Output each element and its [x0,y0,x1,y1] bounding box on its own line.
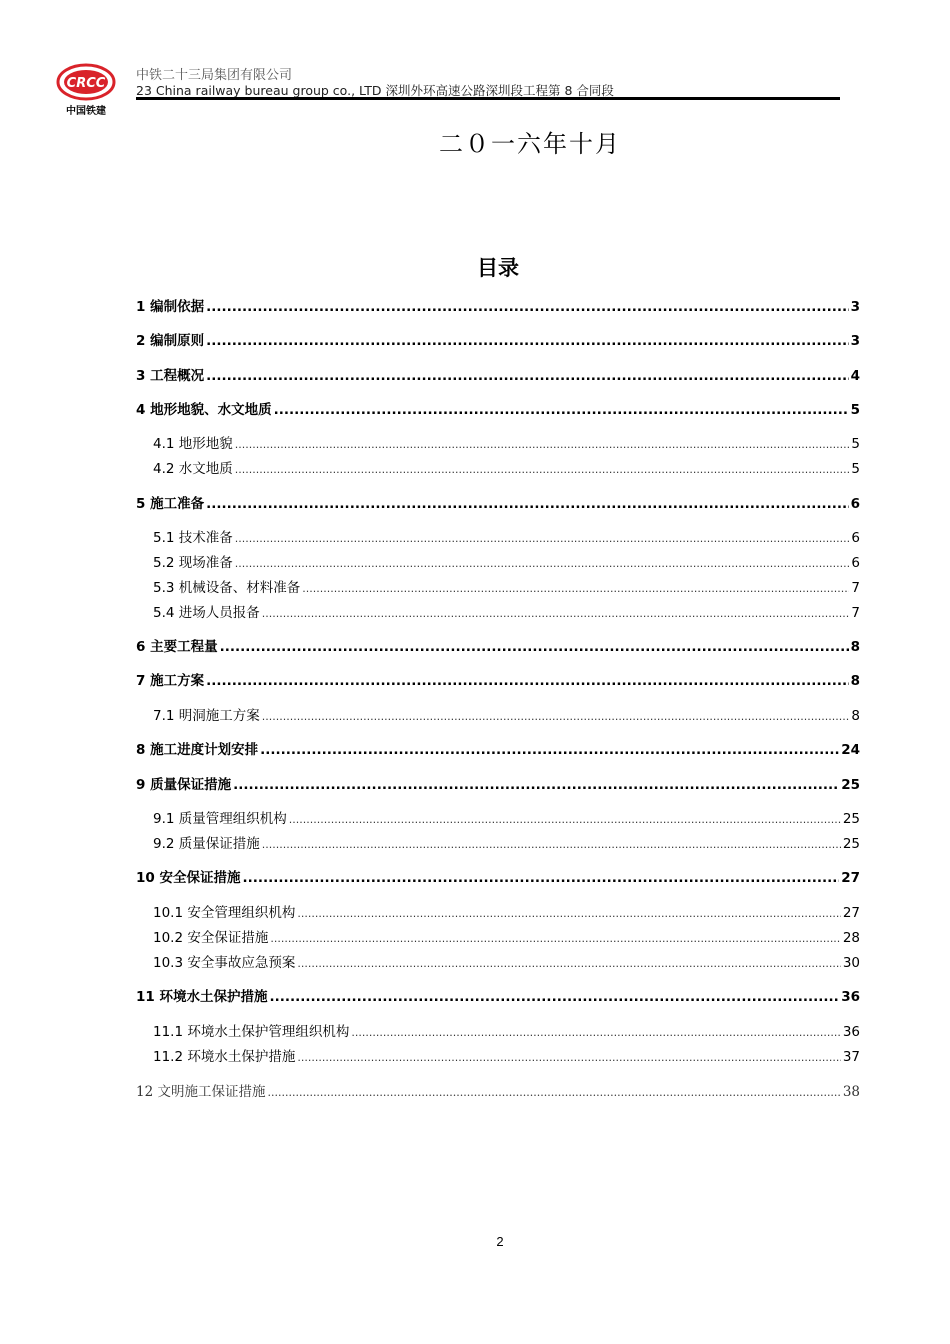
toc-entry-page: 5 [850,402,860,418]
toc-entry-page: 3 [850,333,860,349]
toc-subentry[interactable] [136,704,860,724]
toc-entry-label: 10.2 安全保证措施 [153,930,269,946]
toc-entry-page: 6 [851,530,860,546]
toc-leader [297,957,840,970]
toc-entry-page: 37 [842,1049,860,1065]
toc-entry[interactable] [136,1080,860,1100]
toc-subentry[interactable] [136,807,860,827]
toc-leader [297,907,840,920]
toc-leader [220,639,849,655]
crcc-logo [52,62,124,116]
page-header [50,60,850,120]
toc-entry-page: 8 [850,639,860,655]
toc-entry-page: 6 [850,496,860,512]
company-name-en: 23 China railway bureau group co., LTD 深圳外环高速公路深圳段工程第 8 合同段 [136,83,614,98]
toc-entry-label: 4.2 水文地质 [153,461,233,477]
toc-entry[interactable] [136,329,860,349]
toc-entry-label: 10.3 安全事故应急预案 [153,955,296,971]
toc-subentry[interactable] [136,951,860,971]
toc-entry-page: 36 [842,1024,860,1040]
toc-entry-page: 28 [842,930,860,946]
toc-entry[interactable] [136,985,860,1005]
toc-entry-label: 5.2 现场准备 [153,555,233,571]
toc-entry-label: 8 施工进度计划安排 [136,742,259,758]
toc-entry[interactable] [136,738,860,758]
toc-entry-page: 27 [841,870,860,886]
toc-title: 目录 [477,256,519,280]
toc-entry-label: 7.1 明洞施工方案 [153,708,260,724]
toc-subentry[interactable] [136,1045,860,1065]
toc-entry-label: 11 环境水土保护措施 [136,989,268,1005]
toc-entry-page: 38 [842,1084,860,1100]
toc-entry-label: 5.3 机械设备、材料准备 [153,580,301,596]
toc-entry-page: 24 [841,742,860,758]
toc-entry-label: 3 工程概况 [136,368,205,384]
logo-text-top: CRCC [66,76,106,91]
toc-entry-page: 30 [842,955,860,971]
toc-leader [262,838,841,851]
toc-leader [262,607,850,620]
toc-leader [289,813,841,826]
toc-entry-label: 5.4 进场人员报备 [153,605,260,621]
toc-leader [206,496,849,512]
toc-leader [351,1026,840,1039]
toc-leader [233,777,839,793]
toc-leader [297,1051,840,1064]
toc-entry[interactable] [136,398,860,418]
toc-entry-page: 25 [842,811,860,827]
logo-text-bottom: 中国铁建 [66,106,106,116]
toc-entry-page: 6 [851,555,860,571]
toc-entry-label: 5 施工准备 [136,496,205,512]
header-divider [136,97,840,100]
toc-entry-page: 27 [842,905,860,921]
toc-entry-label: 11.2 环境水土保护措施 [153,1049,296,1065]
toc-leader [235,532,850,545]
toc-entry-label: 9.1 质量管理组织机构 [153,811,287,827]
toc-entry-page: 25 [841,777,860,793]
toc-entry-page: 25 [842,836,860,852]
toc-entry-label: 9 质量保证措施 [136,777,232,793]
toc-entry[interactable] [136,866,860,886]
toc-leader [270,932,840,945]
toc-entry[interactable] [136,295,860,315]
toc-entry-label: 10 安全保证措施 [136,870,241,886]
toc-entry-page: 36 [841,989,860,1005]
toc-entry-page: 8 [851,708,860,724]
toc-subentry[interactable] [136,526,860,546]
toc-leader [235,557,850,570]
toc-subentry[interactable] [136,1020,860,1040]
toc-leader [274,402,849,418]
toc-subentry[interactable] [136,901,860,921]
toc-entry[interactable] [136,635,860,655]
toc-entry[interactable] [136,669,860,689]
toc-subentry[interactable] [136,432,860,452]
toc-entry-page: 7 [851,580,860,596]
toc-entry-label: 10.1 安全管理组织机构 [153,905,296,921]
toc-entry-label: 2 编制原则 [136,333,205,349]
toc-leader [302,582,849,595]
company-name-cn: 中铁二十三局集团有限公司 [136,68,293,83]
toc-entry-label: 1 编制依据 [136,299,205,315]
toc-leader [267,1086,840,1099]
toc-subentry[interactable] [136,926,860,946]
toc-entry-label: 4 地形地貌、水文地质 [136,402,272,418]
toc-leader [206,333,849,349]
toc-entry-label: 9.2 质量保证措施 [153,836,260,852]
toc-subentry[interactable] [136,551,860,571]
toc-entry-label: 7 施工方案 [136,673,205,689]
toc-entry-label: 6 主要工程量 [136,639,218,655]
toc-entry-page: 5 [851,436,860,452]
toc-subentry[interactable] [136,601,860,621]
toc-entry-page: 8 [850,673,860,689]
toc-subentry[interactable] [136,832,860,852]
toc-leader [206,299,849,315]
toc-entry-page: 4 [850,368,860,384]
toc-leader [206,673,849,689]
toc-entry-label: 5.1 技术准备 [153,530,233,546]
toc-subentry[interactable] [136,576,860,596]
toc-entry-page: 7 [851,605,860,621]
toc-entry-label: 4.1 地形地貌 [153,436,233,452]
toc-entry-label: 11.1 环境水土保护管理组织机构 [153,1024,350,1040]
toc-entry-page: 3 [850,299,860,315]
toc-entry-page: 5 [851,461,860,477]
toc-leader [243,870,840,886]
toc-leader [262,710,850,723]
toc-leader [235,463,850,476]
toc-entry[interactable] [136,773,860,793]
toc-leader [206,368,849,384]
toc-leader [270,989,840,1005]
page-number: 2 [496,1234,504,1249]
toc-entry[interactable] [136,364,860,384]
toc-entry[interactable] [136,492,860,512]
toc-leader [235,438,850,451]
document-date: 二０一六年十月 [439,130,621,158]
toc-subentry[interactable] [136,457,860,477]
toc-leader [260,742,839,758]
toc-entry-label: 12 文明施工保证措施 [136,1084,266,1100]
